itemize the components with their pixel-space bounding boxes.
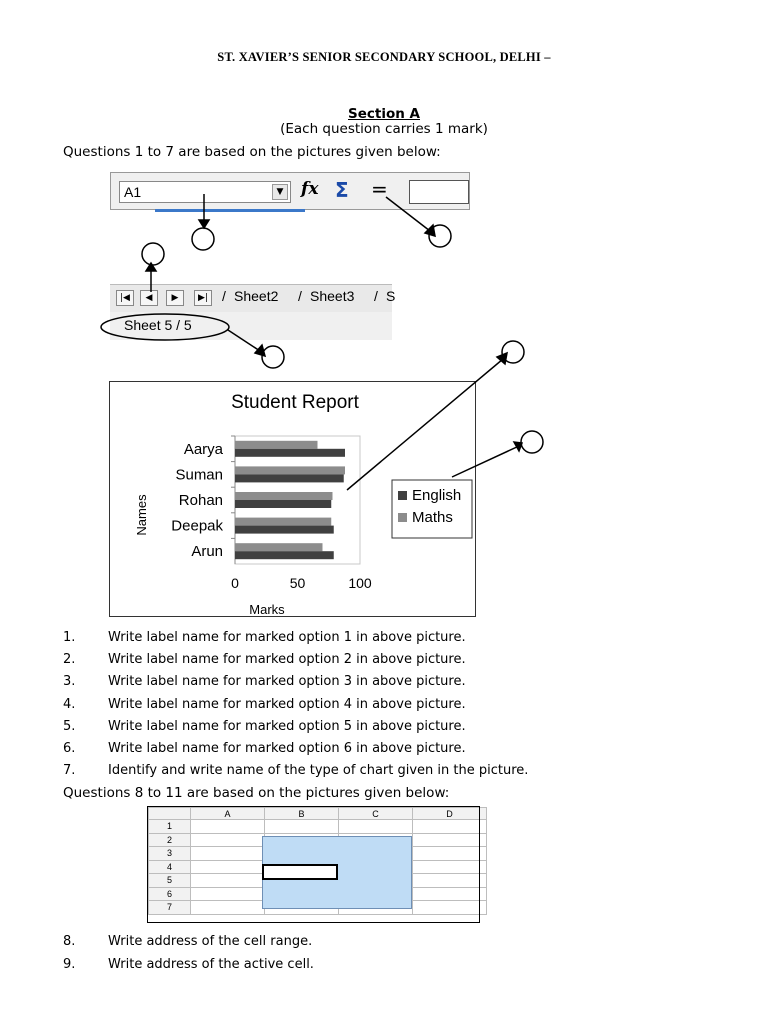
column-header: D [413,808,487,820]
marker-circle [521,431,543,453]
marker-circle [142,243,164,265]
question-text: Write label name for marked option 2 in above picture. [108,652,466,668]
y-axis-label: Names [134,494,149,536]
category-label: Aarya [183,440,223,458]
next-sheet-icon: ▶ [166,290,184,306]
question-number: 7. [63,763,76,779]
tab-separator-icon: / [298,288,302,304]
row-header: 2 [149,833,191,847]
section-title: Section A [348,106,420,122]
question-number: 1. [63,630,76,645]
sheet-tab: S [386,288,396,304]
legend-label: English [412,487,462,504]
x-tick-label: 50 [289,575,306,591]
marker-arrow [386,197,430,231]
section-subtitle: (Each question carries 1 mark) [280,121,488,137]
legend-label: Maths [412,509,453,526]
question-text: Write label name for marked option 4 in above picture. [108,696,466,712]
previous-sheet-icon: ◀ [140,290,158,306]
sum-icon: Σ [335,178,349,202]
x-tick-label: 0 [231,575,239,591]
category-label: Deepak [171,517,223,535]
x-axis-label: Marks [249,602,285,617]
question-text: Write label name for marked option 5 in above picture. [108,718,466,734]
marker-arrow [347,359,503,490]
question-text: Write address of the active cell. [108,956,314,972]
marker-circle [262,346,284,368]
category-label: Arun [191,543,223,561]
sheet-count: Sheet 5 / 5 [124,317,192,333]
column-header: A [191,808,265,820]
questions-intro-1: Questions 1 to 7 are based on the pictures given below: [63,144,441,160]
function-wizard-icon: fx [301,179,319,199]
last-sheet-icon: ▶| [194,290,212,306]
question-number: 3. [63,674,76,690]
question-number: 8. [63,934,76,949]
marker-ellipse [101,314,229,340]
row-header: 5 [149,874,191,888]
row-header: 4 [149,860,191,874]
column-header: B [265,808,339,820]
tab-separator-icon: / [374,288,378,304]
question-number: 4. [63,696,76,712]
sheet-tab: Sheet3 [310,288,355,304]
question-text: Identify and write name of the type of chart given in the picture. [108,763,529,779]
question-text: Write address of the cell range. [108,934,313,949]
category-label: Rohan [178,492,223,509]
question-number: 6. [63,741,76,756]
marker-arrow [228,330,260,351]
row-header: 7 [149,901,191,915]
chevron-down-icon: ▼ [272,184,288,200]
questions-intro-2: Questions 8 to 11 are based on the pictures given below: [63,785,450,801]
grid-frame [147,806,480,923]
school-name: ST. XAVIER’S SENIOR SECONDARY SCHOOL, DELHI – [217,50,551,64]
question-text: Write label name for marked option 3 in above picture. [108,674,466,690]
question-text: Write label name for marked option 6 in above picture. [108,741,466,756]
question-number: 5. [63,718,76,734]
arrow-head-icon [199,220,209,228]
question-text: Write label name for marked option 1 in above picture. [108,630,466,645]
question-number: 9. [63,956,76,972]
marker-arrow [452,446,519,477]
name-box-value: A1 [124,184,142,200]
column-header: C [339,808,413,820]
marker-circle [429,225,451,247]
row-header: 6 [149,887,191,901]
row-header: 1 [149,820,191,834]
question-number: 2. [63,652,76,668]
chart-title: Student Report [231,392,359,413]
x-tick-label: 100 [348,575,372,591]
marker-circle [192,228,214,250]
marker-circle [502,341,524,363]
sheet-tab: Sheet2 [234,288,279,304]
row-header: 3 [149,847,191,861]
equals-icon: = [371,177,388,201]
category-label: Suman [175,466,223,484]
tab-separator-icon: / [222,288,226,304]
first-sheet-icon: |◀ [116,290,134,306]
